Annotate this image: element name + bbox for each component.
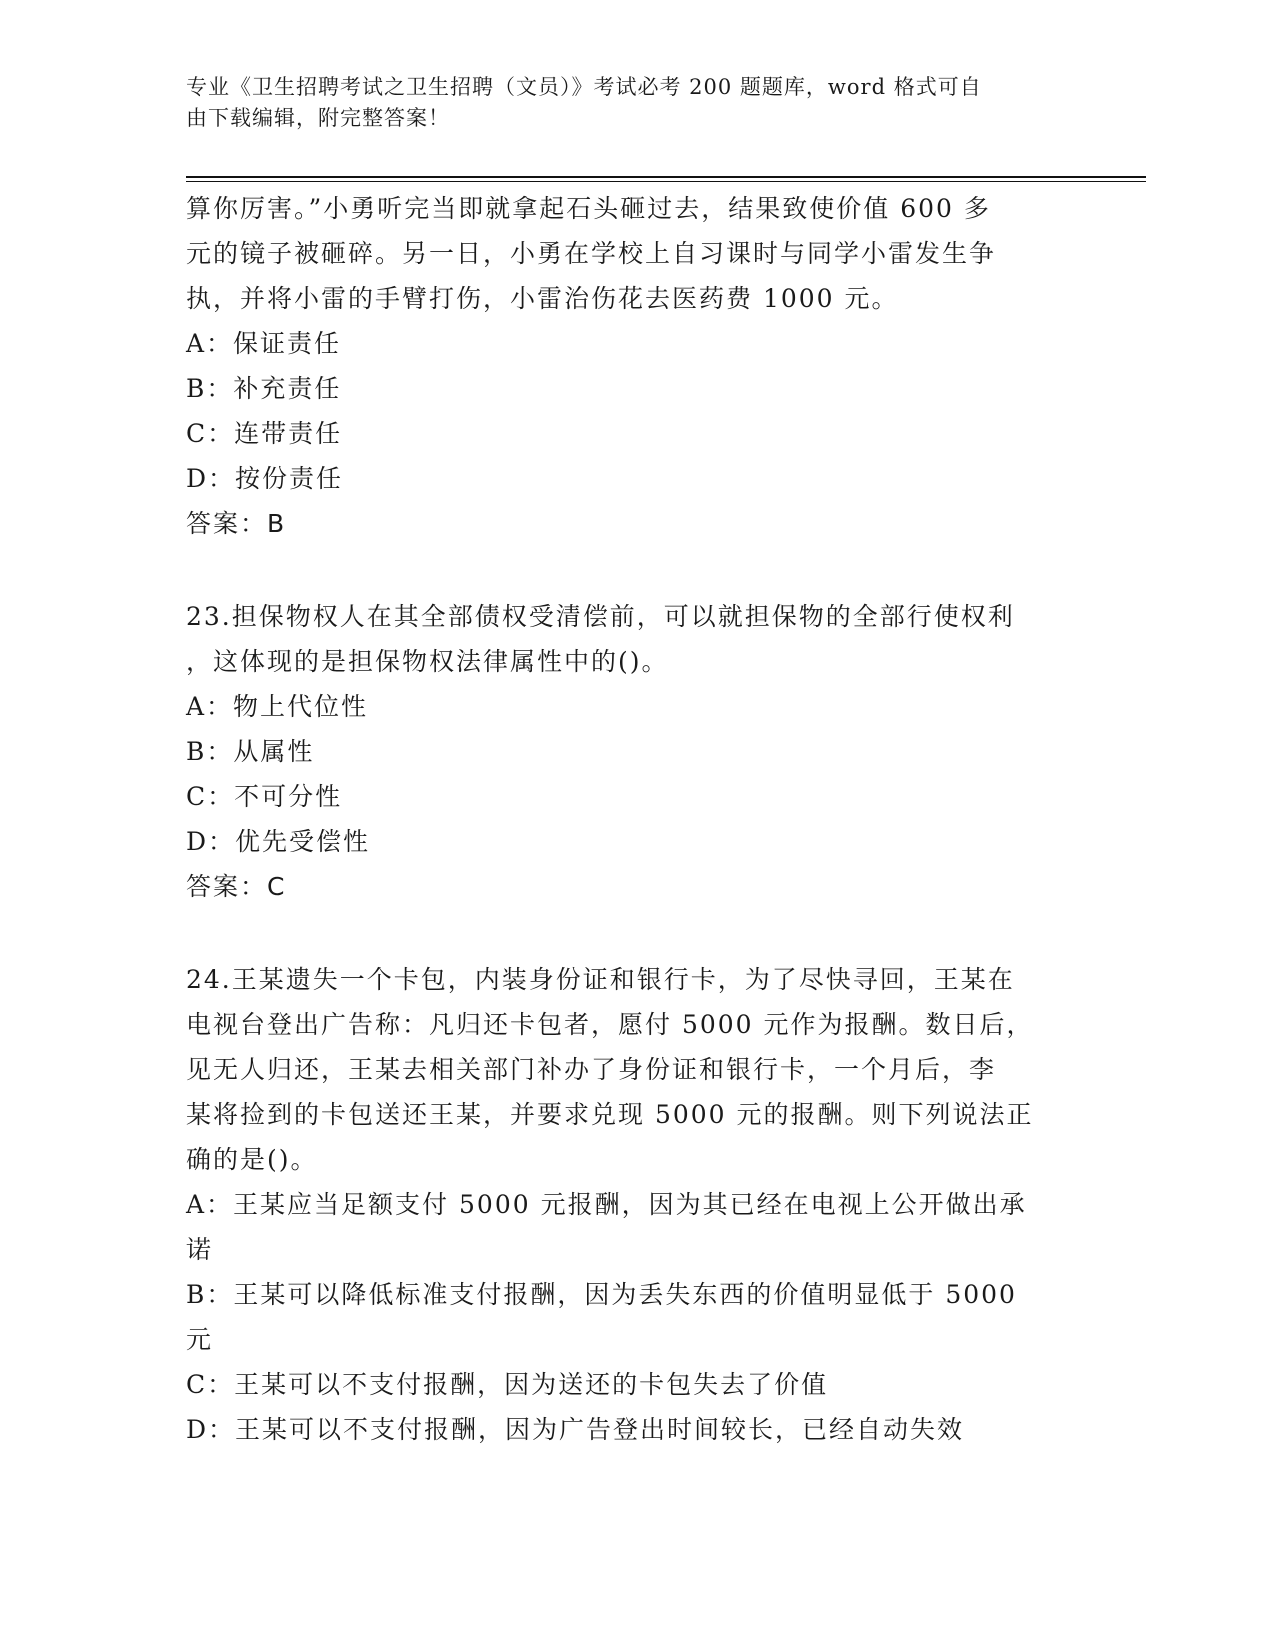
question-stem-line: 23.担保物权人在其全部债权受清偿前，可以就担保物的全部行使权利 — [186, 602, 1015, 631]
answer-line: 答案：C — [186, 872, 287, 901]
option-a: A：王某应当足额支付 5000 元报酬，因为其已经在电视上公开做出承 — [186, 1190, 1027, 1219]
header-line-2: 由下载编辑，附完整答案！ — [186, 106, 450, 130]
header-divider-thin — [186, 181, 1146, 182]
option-c: C：连带责任 — [186, 419, 343, 448]
question-24 — [186, 957, 1066, 1452]
option-d: D：优先受偿性 — [186, 827, 371, 856]
document-header — [186, 72, 1066, 134]
option-a: A：保证责任 — [186, 329, 342, 358]
option-d: D：王某可以不支付报酬，因为广告登出时间较长，已经自动失效 — [186, 1415, 965, 1444]
question-stem-line: 某将捡到的卡包送还王某，并要求兑现 5000 元的报酬。则下列说法正 — [186, 1100, 1034, 1129]
option-b: B：王某可以降低标准支付报酬，因为丢失东西的价值明显低于 5000 — [186, 1280, 1017, 1309]
question-stem-line: 元的镜子被砸碎。另一日，小勇在学校上自习课时与同学小雷发生争 — [186, 239, 997, 268]
header-line-1: 专业《卫生招聘考试之卫生招聘（文员）》考试必考 200 题题库，word 格式可自 — [186, 75, 982, 99]
option-c: C：王某可以不支付报酬，因为送还的卡包失去了价值 — [186, 1370, 829, 1399]
header-divider-thick — [186, 176, 1146, 178]
question-stem-line: 确的是()。 — [186, 1145, 318, 1174]
answer-line: 答案：B — [186, 509, 287, 538]
option-a-continuation: 诺 — [186, 1235, 214, 1264]
option-b: B：从属性 — [186, 737, 315, 766]
question-22 — [186, 186, 1066, 546]
option-a: A：物上代位性 — [186, 692, 369, 721]
option-b-continuation: 元 — [186, 1325, 214, 1354]
question-stem-line: ，这体现的是担保物权法律属性中的()。 — [186, 647, 669, 676]
question-stem-line: 24.王某遗失一个卡包，内装身份证和银行卡，为了尽快寻回，王某在 — [186, 965, 1015, 994]
question-stem-line: 见无人归还，王某去相关部门补办了身份证和银行卡，一个月后，李 — [186, 1055, 997, 1084]
option-b: B：补充责任 — [186, 374, 342, 403]
spacer — [186, 546, 1066, 594]
spacer — [186, 909, 1066, 957]
question-stem-line: 电视台登出广告称：凡归还卡包者，愿付 5000 元作为报酬。数日后， — [186, 1010, 1034, 1039]
option-c: C：不可分性 — [186, 782, 343, 811]
question-23 — [186, 594, 1066, 909]
document-body — [186, 186, 1066, 1452]
question-stem-line: 执，并将小雷的手臂打伤，小雷治伤花去医药费 1000 元。 — [186, 284, 899, 313]
question-stem-line: 算你厉害。”小勇听完当即就拿起石头砸过去，结果致使价值 600 多 — [186, 194, 991, 223]
option-d: D：按份责任 — [186, 464, 344, 493]
